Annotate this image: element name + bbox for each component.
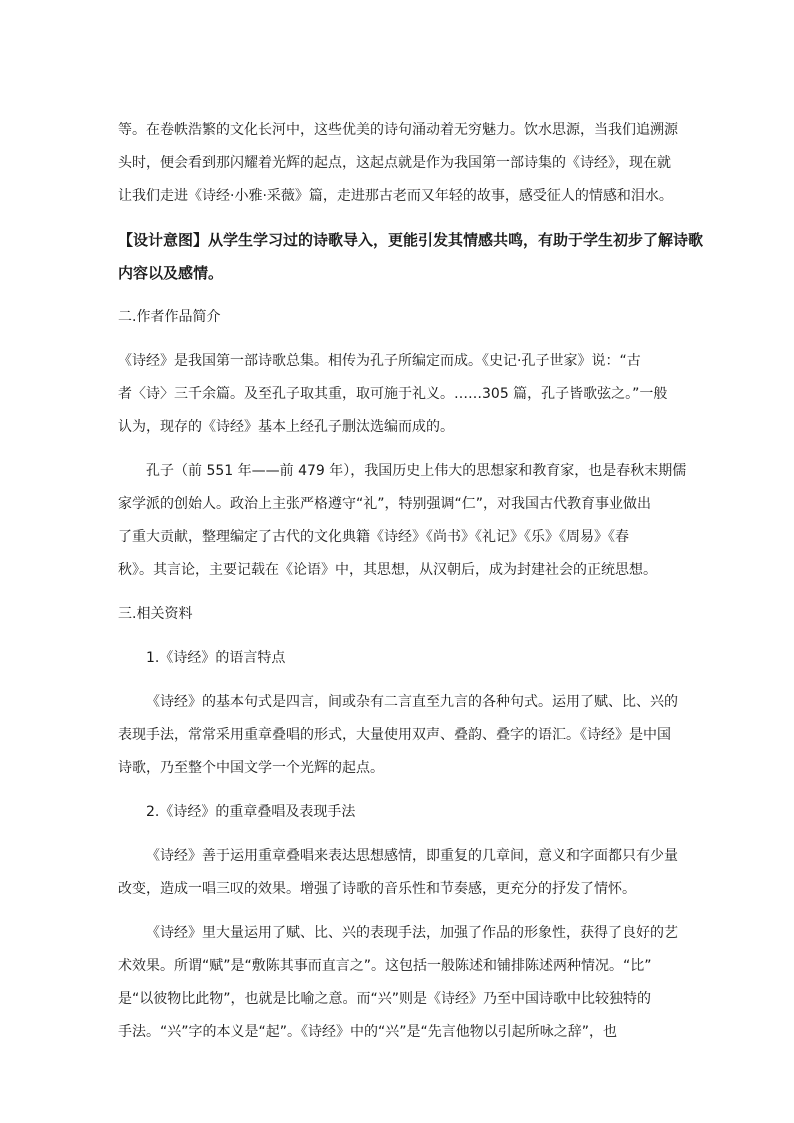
section3-sub2-para2-line-1: 《诗经》里大量运用了赋、比、兴的表现手法，加强了作品的形象性，获得了良好的艺 [146,925,678,941]
section3-heading: 三.相关资料 [118,606,193,622]
section2-para2-line-2: 家学派的创始人。政治上主张严格遵守“礼”，特别强调“仁”，对我国古代教育事业做出 [118,496,652,512]
design-intent-line-1: 【设计意图】从学生学习过的诗歌导入，更能引发其情感共鸣，有助于学生初步了解诗歌 [118,231,704,249]
section3-sub1-heading: 1.《诗经》的语言特点 [146,650,286,666]
section3-sub2-heading: 2.《诗经》的重章叠唱及表现手法 [146,804,356,820]
section3-sub2-para1-line-2: 改变，造成一唱三叹的效果。增强了诗歌的音乐性和节奏感，更充分的抒发了情怀。 [118,881,636,897]
section2-para2-line-3: 了重大贡献，整理编定了古代的文化典籍《诗经》《尚书》《礼记》《乐》《周易》《春 [118,529,629,545]
section3-sub2-para2-line-3: 是“以彼物比此物”，也就是比喻之意。而“兴”则是《诗经》乃至中国诗歌中比较独特的 [118,991,652,1007]
intro-line-1: 等。在卷帙浩繁的文化长河中，这些优美的诗句涌动着无穷魅力。饮水思源，当我们追溯源 [118,122,678,138]
section2-heading: 二.作者作品简介 [118,309,221,325]
section2-para1-line-3: 认为，现存的《诗经》基本上经孔子删汰选编而成的。 [118,419,454,435]
intro-line-2: 头时，便会看到那闪耀着光辉的起点，这起点就是作为我国第一部诗集的《诗经》，现在就 [118,155,671,171]
section3-sub2-para1-line-1: 《诗经》善于运用重章叠唱来表达思想感情，即重复的几章间，意义和字面都只有少量 [146,848,678,864]
intro-line-3: 让我们走进《诗经·小雅·采薇》篇，走进那古老而又年轻的故事，感受征人的情感和泪水。 [118,188,673,204]
section3-sub2-para2-line-4: 手法。“兴”字的本义是“起”。《诗经》中的“兴”是“先言他物以引起所咏之辞”，也 [118,1024,618,1040]
section2-para1-line-1: 《诗经》是我国第一部诗歌总集。相传为孔子所编定而成。《史记·孔子世家》说：“古 [118,353,641,369]
design-intent-line-2: 内容以及感情。 [118,264,224,282]
section2-para2-line-1: 孔子（前 551 年——前 479 年），我国历史上伟大的思想家和教育家，也是春秋末期儒 [146,463,687,479]
section3-sub1-line-2: 表现手法，常常采用重章叠唱的形式，大量使用双声、叠韵、叠字的语汇。《诗经》是中国 [118,727,671,743]
section3-sub2-para2-line-2: 术效果。所谓“赋”是“敷陈其事而直言之”。这包括一般陈述和铺排陈述两种情况。“比” [118,958,652,974]
section3-sub1-line-3: 诗歌，乃至整个中国文学一个光辉的起点。 [118,760,384,776]
section2-para2-line-4: 秋》。其言论，主要记载在《论语》中，其思想，从汉朝后，成为封建社会的正统思想。 [118,562,657,578]
section3-sub1-line-1: 《诗经》的基本句式是四言，间或杂有二言直至九言的各种句式。运用了赋、比、兴的 [146,694,678,710]
section2-para1-line-2: 者〈诗〉三千余篇。及至孔子取其重，取可施于礼义。……305 篇，孔子皆歌弦之。”一般 [118,386,668,402]
